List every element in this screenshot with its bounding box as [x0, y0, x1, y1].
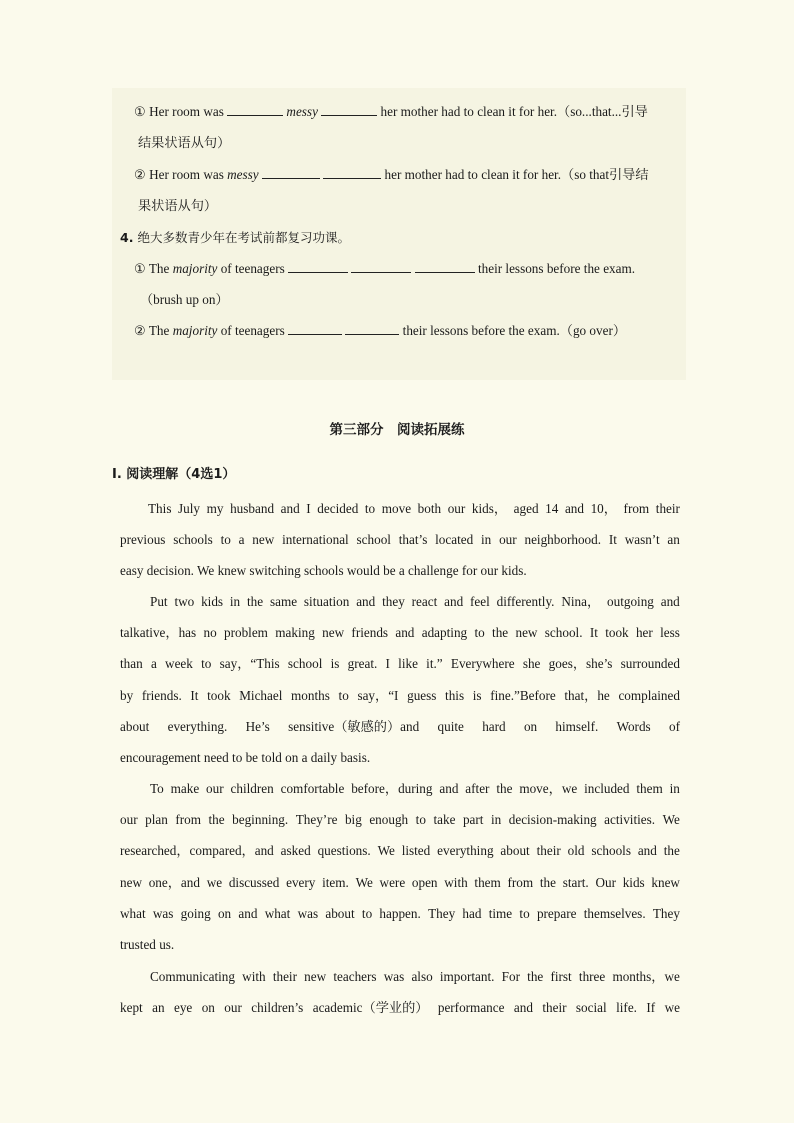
- question-prompt: 绝大多数青少年在考试前都复习功课。: [137, 230, 350, 245]
- answer-blank[interactable]: [351, 260, 411, 273]
- sentence-part: her mother had to clean it for her.（so...that...引导: [380, 104, 648, 119]
- answer-blank[interactable]: [321, 103, 377, 116]
- sentence-part: （brush up on）: [140, 292, 229, 307]
- reading-subtitle: Ⅰ. 阅读理解（4选1）: [112, 467, 236, 482]
- exercise-4-2: [134, 321, 626, 341]
- answer-blank[interactable]: [415, 260, 475, 273]
- text-line: Communicating with their new teachers was also important. For the first three months，we: [150, 969, 680, 984]
- sentence-part: her mother had to clean it for her.（so that引导结: [384, 167, 649, 182]
- sentence-part: of teenagers: [220, 261, 285, 276]
- sentence-part: ① The: [134, 261, 170, 276]
- answer-blank[interactable]: [288, 322, 342, 335]
- paragraph-1: [120, 493, 680, 586]
- text-line: researched，compared，and asked questions. We listed everything about their old schools and the: [120, 843, 680, 859]
- text-line: new one，and we discussed every item. We were open with them from the start. Our kids knew: [120, 874, 680, 890]
- text-line: This July my husband and I decided to move both our kids， aged 14 and 10， from their: [148, 501, 680, 516]
- exercise-4-1: [134, 259, 635, 279]
- text-line: To make our children comfortable before，during and after the move，we included them in: [150, 781, 680, 796]
- sentence-part: their lessons before the exam.: [477, 261, 636, 276]
- sentence-part: their lessons before the exam.（go over）: [402, 323, 627, 338]
- exercise-3-2: [134, 165, 649, 185]
- paragraph-4: [120, 961, 680, 1023]
- text-line: previous schools to a new international school that’s located in our neighborhood. It wasn’t an: [120, 532, 680, 547]
- exercise-3-1-cont: [138, 133, 230, 153]
- exercise-4-prompt: [120, 228, 350, 248]
- question-number: 4.: [120, 230, 134, 245]
- key-word: messy: [286, 104, 318, 119]
- sentence-part: ② The: [134, 323, 170, 338]
- exercise-4-1-cont: [140, 290, 229, 310]
- text-line: by friends. It took Michael months to say，“I guess this is fine.”Before that，he complained: [120, 687, 680, 703]
- sentence-part: of teenagers: [220, 323, 285, 338]
- exercise-3-2-cont: [138, 196, 217, 216]
- answer-blank[interactable]: [323, 166, 381, 179]
- paragraph-2: [120, 586, 680, 773]
- sentence-part: 结果状语从句）: [138, 135, 231, 150]
- key-word: majority: [172, 261, 218, 276]
- key-word: majority: [172, 323, 218, 338]
- text-line: encouragement need to be told on a daily basis.: [120, 750, 371, 766]
- paragraph-3: [120, 773, 680, 960]
- sentence-part: ① Her room was: [134, 104, 224, 119]
- answer-blank[interactable]: [227, 103, 283, 116]
- text-line: Put two kids in the same situation and they react and feel differently. Nina， outgoing and: [150, 594, 680, 609]
- text-line: than a week to say，“This school is great. I like it.” Everywhere she goes，she’s surrounded: [120, 656, 680, 672]
- text-line: trusted us.: [120, 937, 175, 953]
- sentence-part: ② Her room was: [134, 167, 224, 182]
- key-word: messy: [227, 167, 259, 182]
- text-line: what was going on and what was about to happen. They had time to prepare themselves. They: [120, 905, 680, 921]
- exercise-3-1: [134, 102, 648, 122]
- section-title: 第三部分 阅读拓展练: [329, 422, 465, 438]
- sentence-part: 果状语从句）: [138, 198, 218, 213]
- text-line: easy decision. We knew switching schools would be a challenge for our kids.: [120, 563, 527, 578]
- answer-blank[interactable]: [262, 166, 320, 179]
- text-line: our plan from the beginning. They’re big enough to take part in decision-making activities. We: [120, 812, 680, 828]
- text-line: kept an eye on our children’s academic（学业的） performance and their social life. If we: [120, 1000, 680, 1016]
- text-line: talkative，has no problem making new friends and adapting to the new school. It took her less: [120, 625, 680, 641]
- answer-blank[interactable]: [288, 260, 348, 273]
- answer-blank[interactable]: [345, 322, 399, 335]
- text-line: about everything. He’s sensitive（敏感的）and quite hard on himself. Words of: [120, 718, 680, 734]
